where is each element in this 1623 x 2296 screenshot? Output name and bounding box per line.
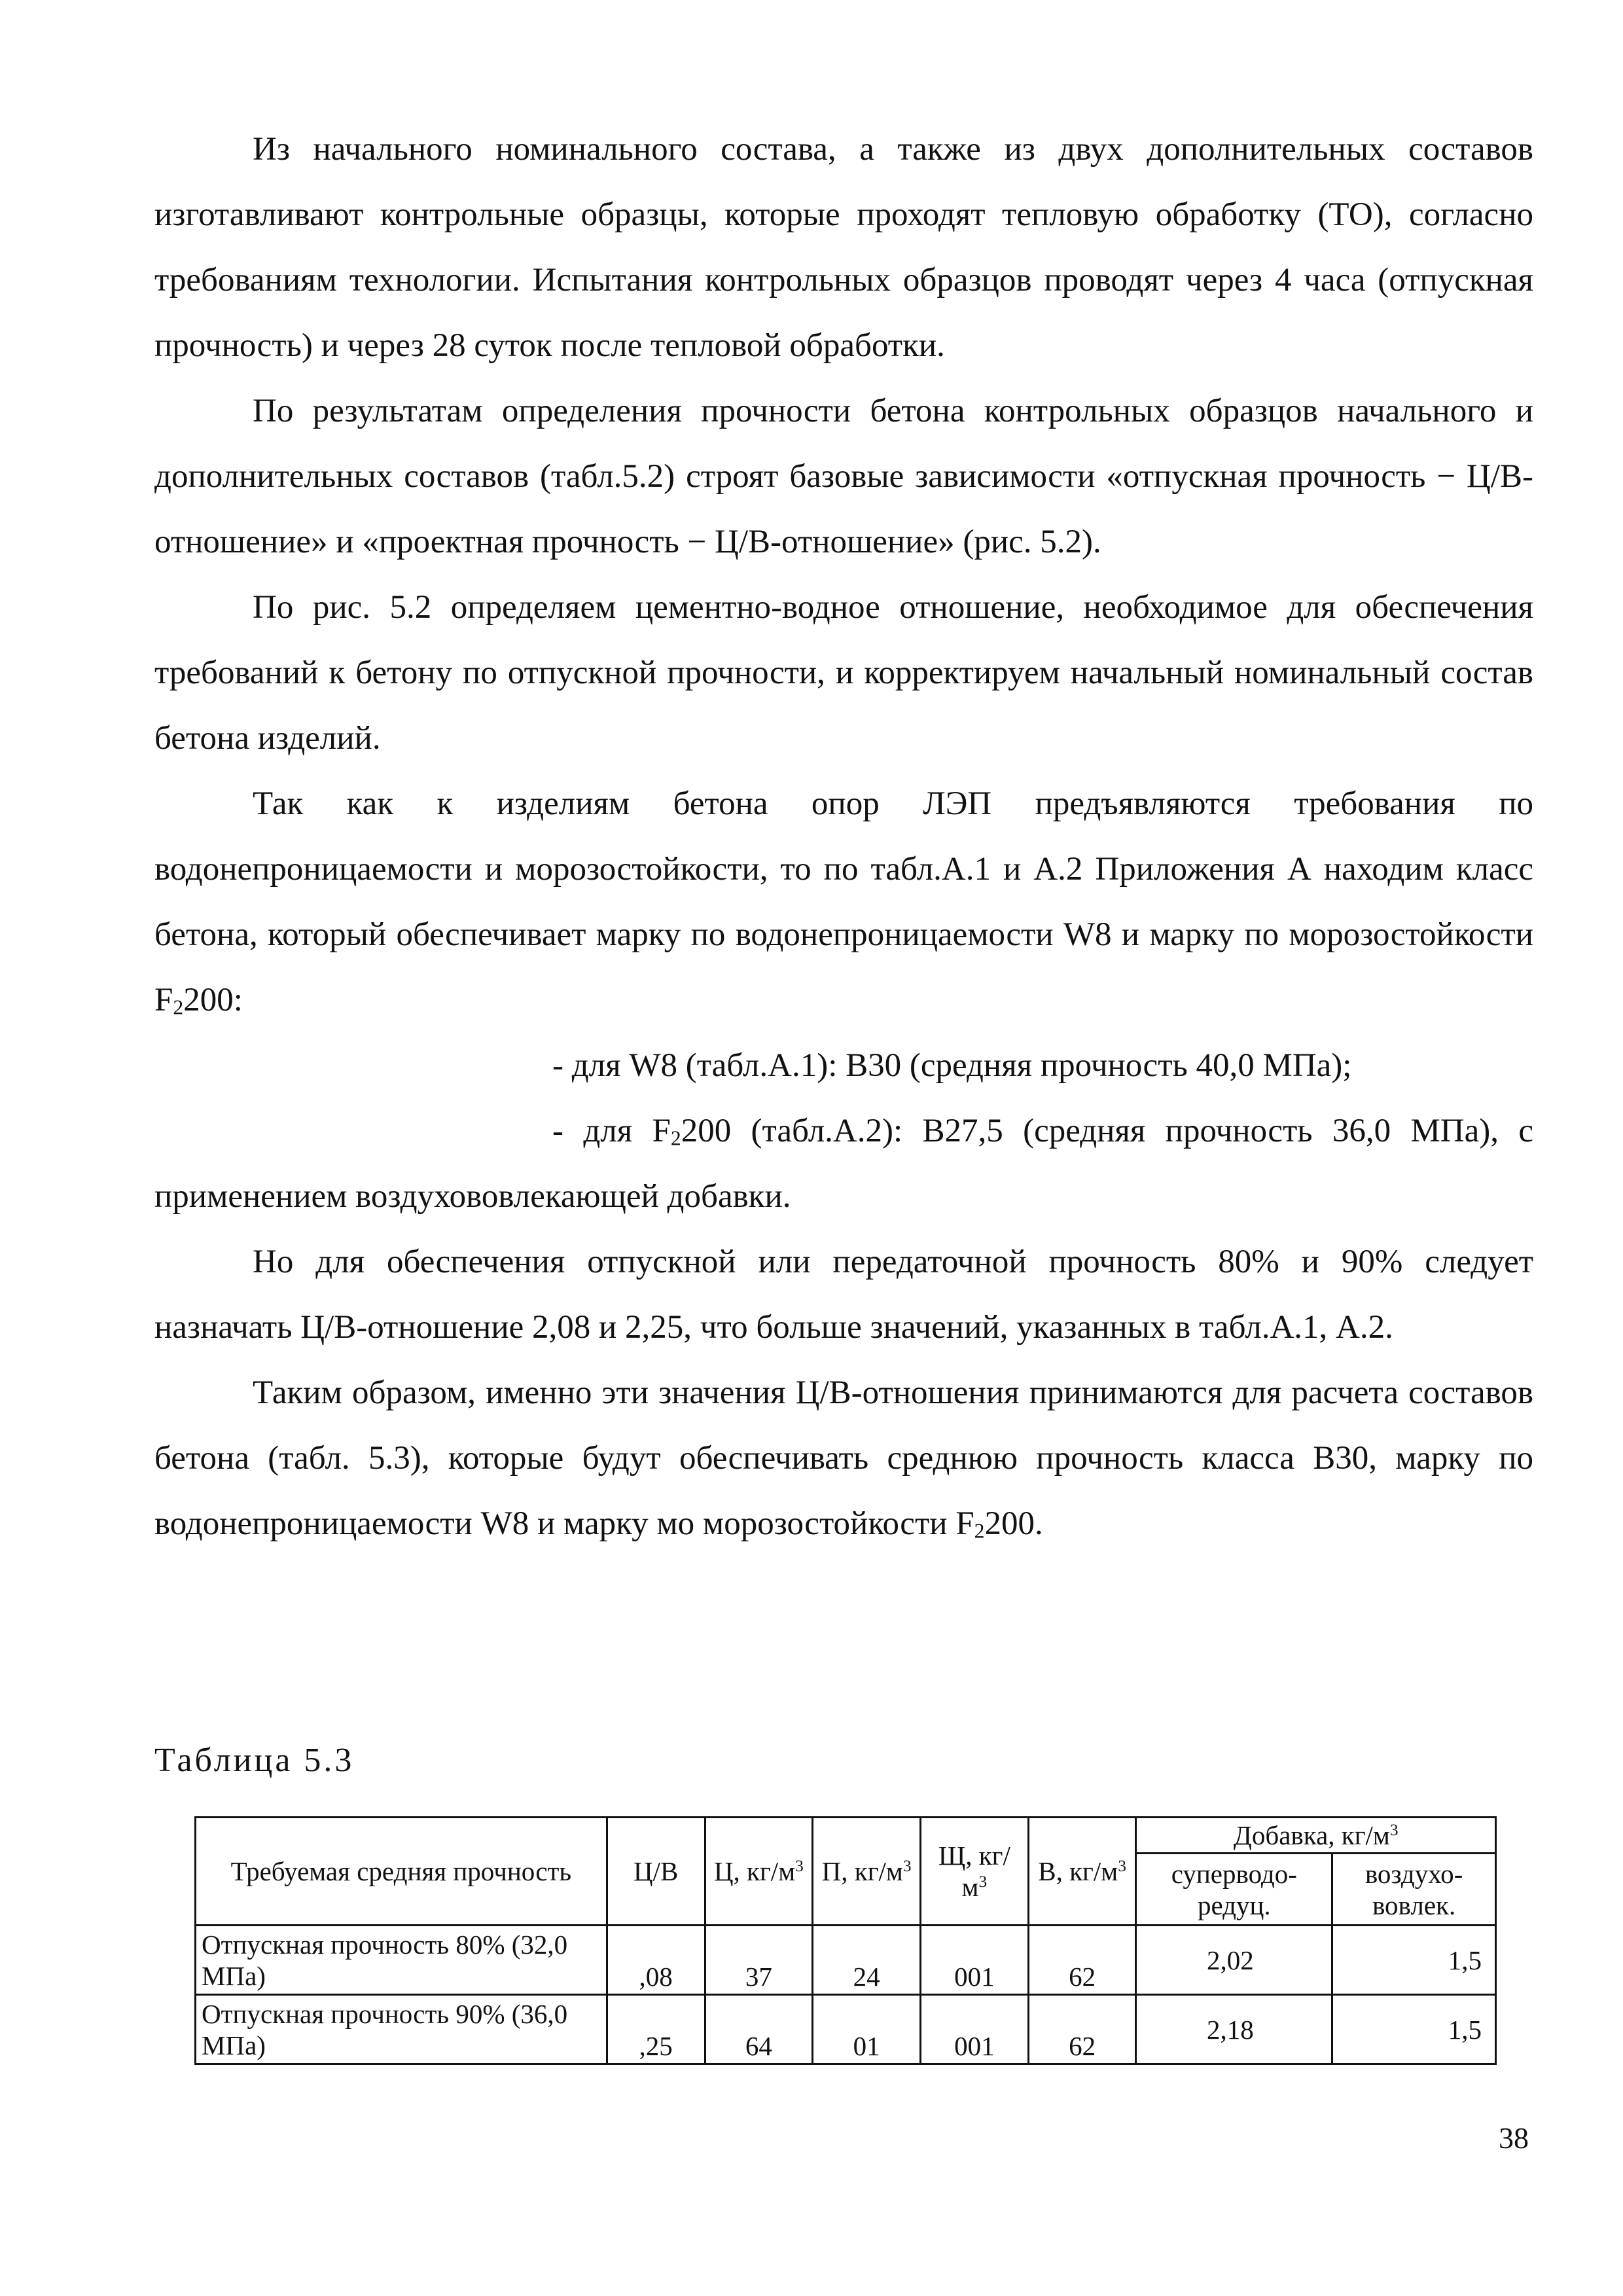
cell-additive-air: 1,5 <box>1332 1926 1496 1995</box>
paragraph: Таким образом, именно эти значения Ц/В-отношения принимаются для расчета составов бетона (табл. 5.3), которые будут обеспечивать среднюю прочность класса В30, марку по водонепроницаемости W8 и марку мо морозостойкости $F_2200$. <box>154 1374 1533 1543</box>
cell-cement: 37 <box>705 1926 813 1995</box>
cell-requirement: Отпускная прочность 80% (32,0 МПа) <box>196 1926 607 1995</box>
header-water: В, $кг/м^3$ <box>1028 1818 1136 1926</box>
paragraph: Так как к изделиям бетона опор ЛЭП предъявляются требования по водонепроницаемости и морозостойкости, то по табл.А.1 и А.2 Приложения А находим класс бетона, который обеспечивает марку по водонепроницаемости W8 и марку по морозостойкости $F_2200$: <box>154 785 1533 1019</box>
list-item: - для $F_2200$ (табл.А.2): В27,5 (средняя прочность 36,0 МПа), с применением воздухововлекающей добавки. <box>154 1113 1533 1215</box>
header-sand: П, $кг/м^3$ <box>813 1818 921 1926</box>
table-row <box>196 1995 1496 2064</box>
cell-cw: ,08 <box>607 1926 705 1995</box>
cell-gravel: 001 <box>920 1995 1028 2064</box>
cell-sand: 24 <box>813 1926 921 1995</box>
header-gravel: Щ, $кг/м^3$ <box>920 1818 1028 1926</box>
cell-sand: 01 <box>813 1995 921 2064</box>
cell-additive-super: 2,18 <box>1136 1995 1332 2064</box>
header-additive: Добавка, $кг/м^3$ <box>1136 1818 1496 1854</box>
cell-gravel: 001 <box>920 1926 1028 1995</box>
cell-additive-air: 1,5 <box>1332 1995 1496 2064</box>
page-number: 38 <box>1499 2121 1529 2155</box>
cell-cw: ,25 <box>607 1995 705 2064</box>
list-item: - для W8 (табл.А.1): В30 (средняя прочность 40,0 МПа); <box>552 1047 1352 1084</box>
cell-cement: 64 <box>705 1995 813 2064</box>
table-caption: Таблица 5.3 <box>154 1742 355 1779</box>
paragraph: По рис. 5.2 определяем цементно-водное отношение, необходимое для обеспечения требований к бетону по отпускной прочности, и корректируем начальный номинальный состав бетона изделий. <box>154 589 1533 757</box>
cell-requirement: Отпускная прочность 90% (36,0 МПа) <box>196 1995 607 2064</box>
header-additive-air: воздухо-вовлек. <box>1332 1854 1496 1926</box>
header-cement: Ц, $кг/м^3$ <box>705 1818 813 1926</box>
table-header-row <box>196 1818 1496 1854</box>
header-cw: Ц/В <box>607 1818 705 1926</box>
cell-water: 62 <box>1028 1995 1136 2064</box>
cell-water: 62 <box>1028 1926 1136 1995</box>
table-row <box>196 1926 1496 1995</box>
header-requirement: Требуемая средняя прочность <box>196 1818 607 1926</box>
body-text <box>154 117 1533 1556</box>
data-table <box>194 1816 1497 2065</box>
cell-additive-super: 2,02 <box>1136 1926 1332 1995</box>
header-additive-super: суперводо-редуц. <box>1136 1854 1332 1926</box>
paragraph: Но для обеспечения отпускной или передаточной прочность 80% и 90% следует назначать Ц/В-отношение 2,08 и 2,25, что больше значений, указанных в табл.А.1, А.2. <box>154 1244 1533 1346</box>
paragraph: По результатам определения прочности бетона контрольных образцов начального и дополнительных составов (табл.5.2) строят базовые зависимости «отпускная прочность − Ц/В-отношение» и «проектная прочность − Ц/В-отношение» (рис. 5.2). <box>154 393 1533 560</box>
paragraph: Из начального номинального состава, а также из двух дополнительных составов изготавливают контрольные образцы, которые проходят тепловую обработку (ТО), согласно требованиям технологии. Испытания контрольных образцов проводят через 4 часа (отпускная прочность) и через 28 суток после тепловой обработки. <box>154 131 1533 364</box>
